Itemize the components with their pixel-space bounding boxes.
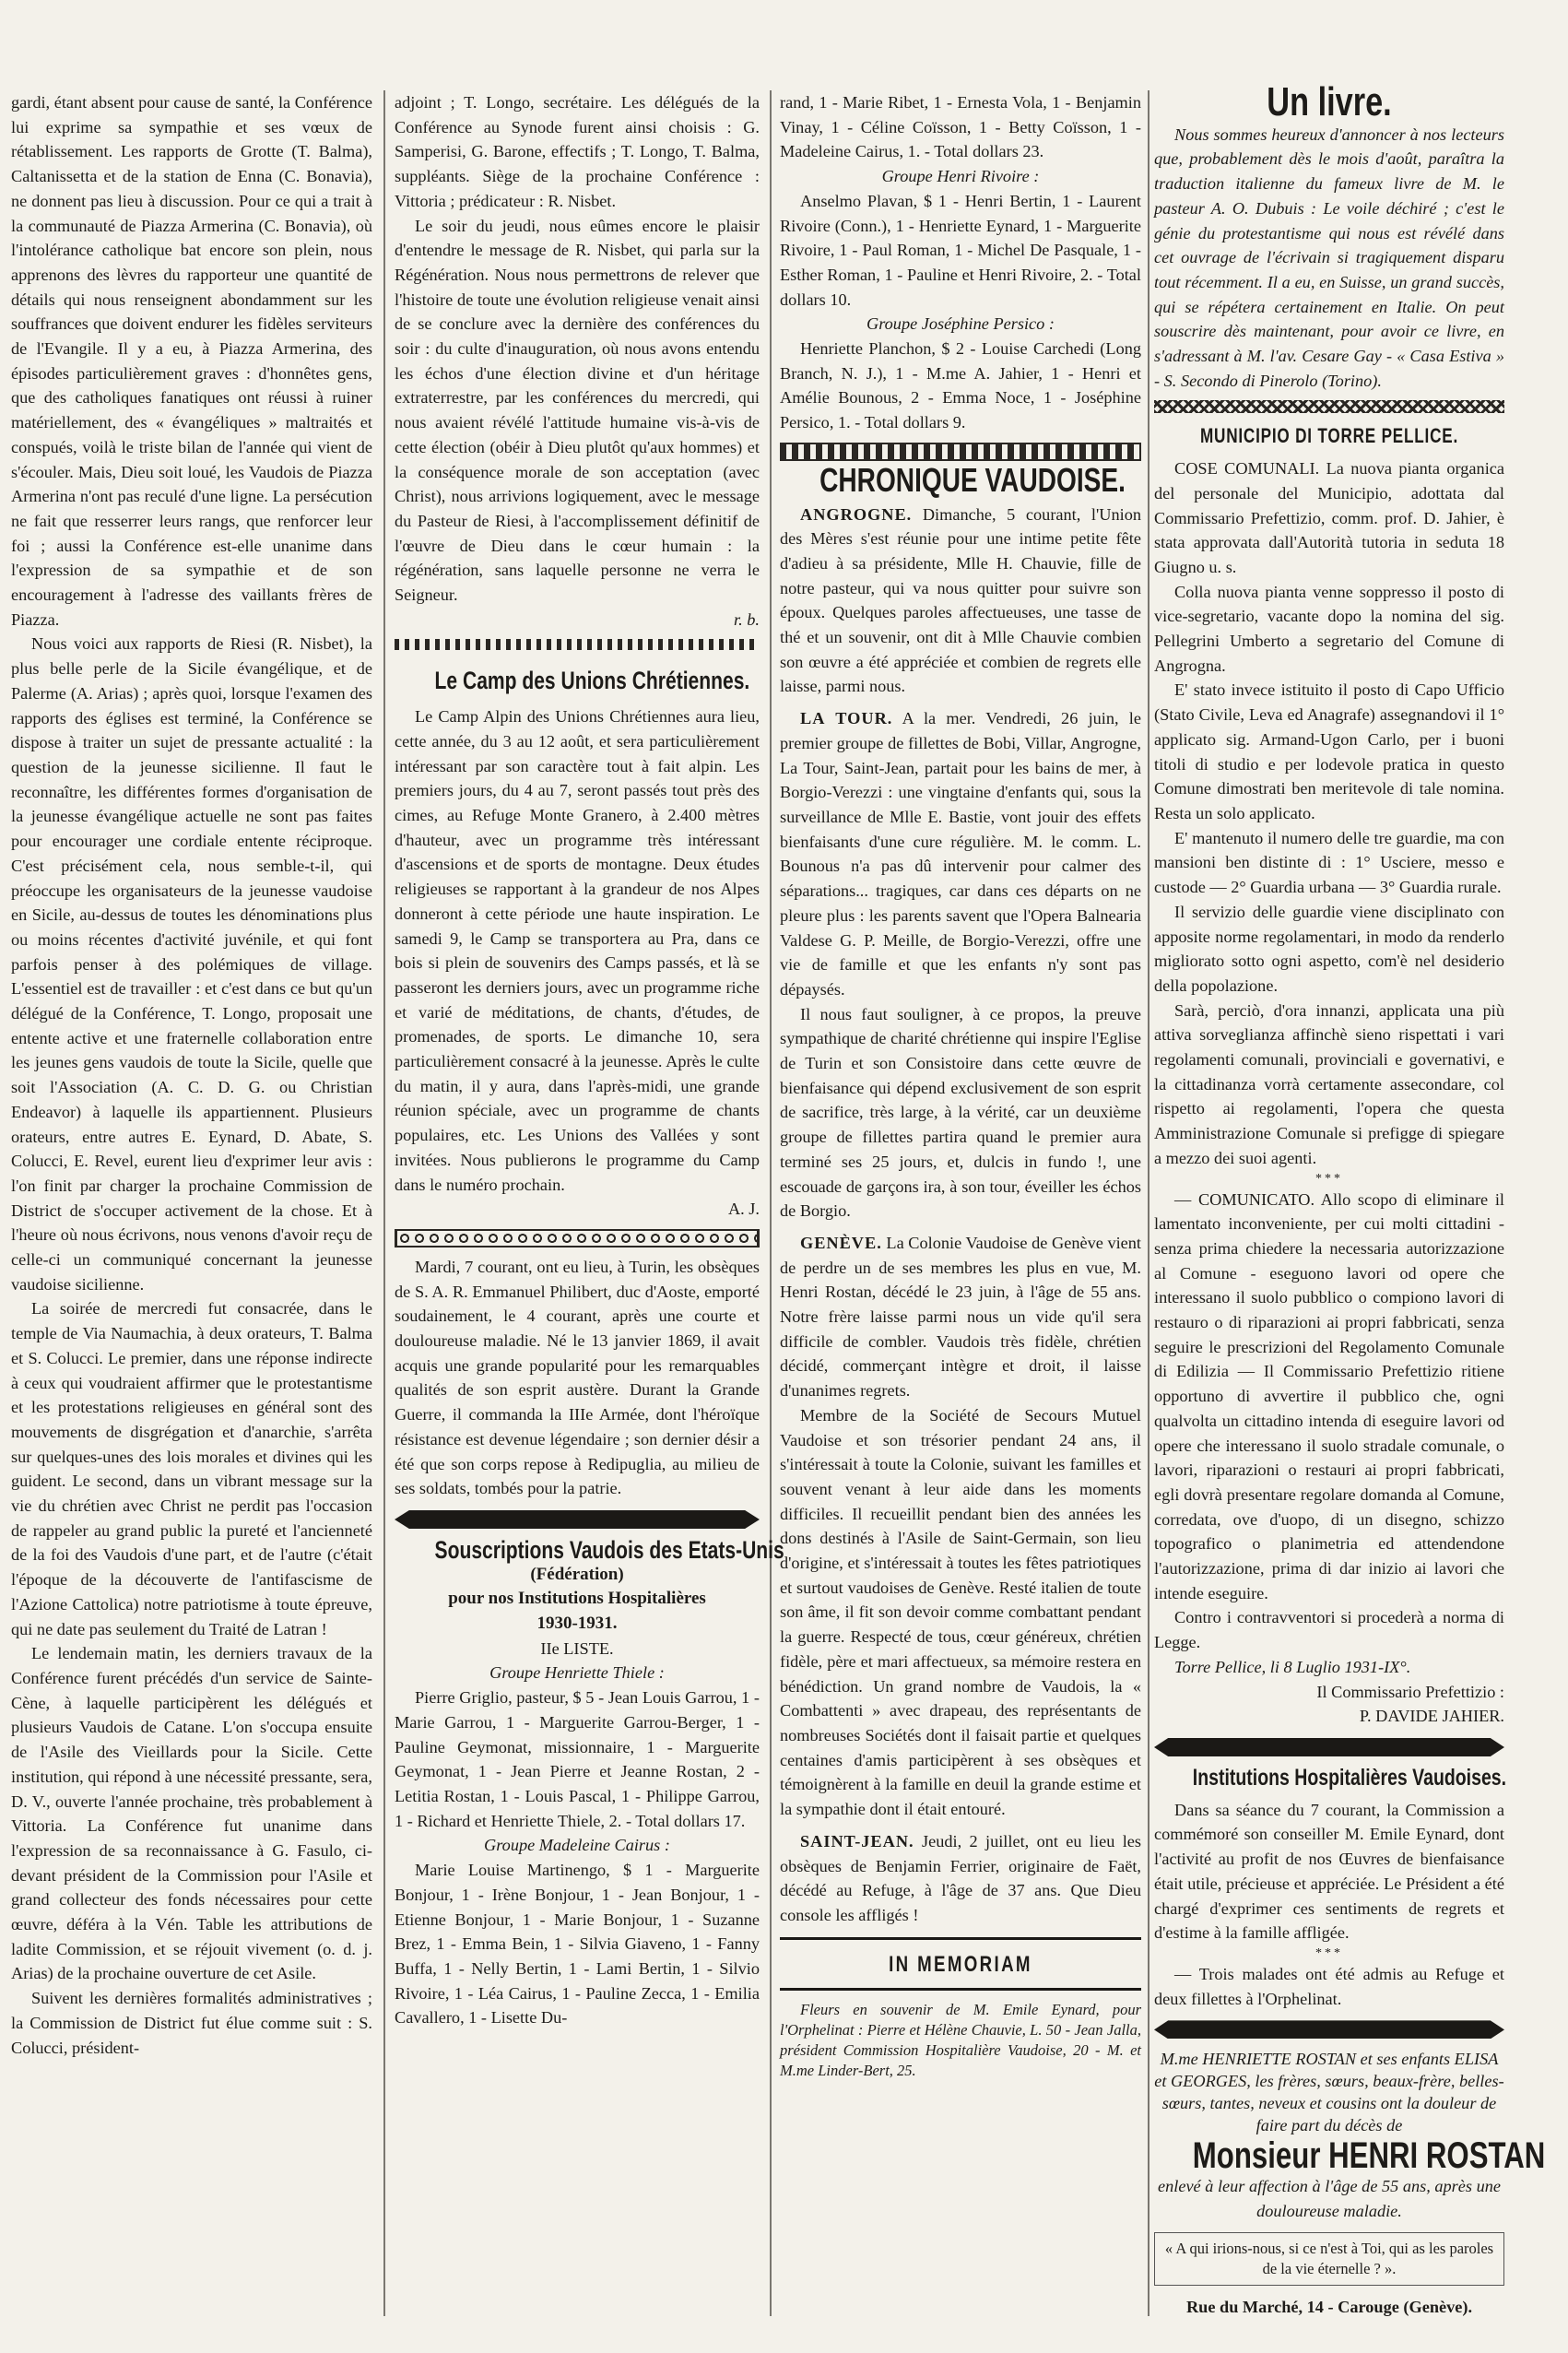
- ornamental-divider: [395, 1229, 760, 1247]
- group-title: Groupe Joséphine Persico :: [867, 314, 1055, 334]
- article-paragraph: Dans sa séance du 7 courant, la Commission a commémoré son conseiller M. Emile Eynard, dont l'activité au profit de nos Œuvres de bienfaisance était utile, précieuse et appréciée. Le Président a été chargé d'exprimer ces sentiments de regrets et d'estime à la famille affligée.: [1154, 1800, 1504, 1943]
- article-heading: Institutions Hospitalières Vaudoises.: [1192, 1765, 1507, 1791]
- column-1: [11, 90, 372, 2316]
- subheading: IIe LISTE.: [540, 1638, 614, 1658]
- dateline: Torre Pellice, li 8 Luglio 1931-IX°.: [1174, 1657, 1411, 1676]
- news-text: Jeudi, 2 juillet, ont eu lieu les obsèques de Benjamin Ferrier, originaire de Faët, décédé au Refuge, à l'âge de 37 ans. Que Dieu console les affligés !: [780, 1831, 1142, 1924]
- article-heading: MUNICIPIO DI TORRE PELLICE.: [1199, 424, 1459, 448]
- column-divider: [383, 90, 385, 2316]
- column-3: [780, 90, 1141, 2316]
- article-paragraph: Nous sommes heureux d'annoncer à nos lecteurs que, probablement dès le mois d'août, paraîtra la traduction italienne du fameux livre de M. le pasteur A. O. Dubuis : Le voile déchiré ; c'est le génie du protestantisme qui nous est révélé dans cet ouvrage de l'écrivain si tragiquement disparu tout récemment. Il a eu, en Suisse, un grand succès, qui se répétera certainement en Italie. On peut souscrire dès maintenant, pour avoir ce livre, en s'adressant à M. l'av. Cesare Gay - « Casa Estiva » - S. Secondo di Pinerolo (Torino).: [1154, 124, 1504, 390]
- article-paragraph: Contro i contravventori si procederà a norma di Legge.: [1154, 1608, 1504, 1652]
- donor-list: Anselmo Plavan, $ 1 - Henri Bertin, 1 - Laurent Rivoire (Conn.), 1 - Henriette Eynard, 1 - Marguerite Rivoire, 1 - Paul Roman, 1 - Michel De Pasquale, 1 - Esther Roman, 1 - Pauline et Henri Rivoire, 2. - Total dollars 10.: [780, 191, 1141, 309]
- memoriam-box: [780, 1937, 1141, 1992]
- article-heading: Un livre.: [1267, 79, 1392, 124]
- memoriam-text: Fleurs en souvenir de M. Emile Eynard, pour l'Orphelinat : Pierre et Hélène Chauvie, L. 50 - Jean Jalla, président Commission Hospitalière Vaudoise, 20 - M. et M.me Linder-Bert, 25.: [780, 2001, 1141, 2080]
- death-notice-subtext: enlevé à leur affection à l'âge de 55 ans, après une douloureuse maladie.: [1158, 2177, 1501, 2220]
- subheading: 1930-1931.: [536, 1614, 618, 1634]
- article-paragraph: Nous voici aux rapports de Riesi (R. Nisbet), la plus belle perle de la Sicile évangélique, et de Palerme (A. Arias) ; après quoi, lorsque l'examen des rapports des églises est terminé, la Conférence se dispose à traiter un sujet de pressante actualité : la question de la jeunesse sicilienne. Il faut le reconnaître, les différentes formes d'organisation de la jeunesse évangélique actuelle ne sont pas faites pour encourager une cordiale entente réciproque. C'est précisément cela, nous semble-t-il, qui préoccupe les organisateurs de la jeunesse vaudoise en Sicile, au-dessus de toutes les dénominations plus ou moins récentes d'activité juvénile, et qui font parfois penser à des polémiques de village. L'essentiel est de travailler : et c'est dans ce but qu'un délégué de la Conférence, T. Longo, proposait une entente active et une fraternelle collaboration entre les jeunes gens vaudois de toute la Sicile, quelle que soit l'Association (A. C. D. G. ou Christian Endeavor) à laquelle ils appartiennent. Plusieurs orateurs, entre autres E. Eynard, D. Abate, S. Colucci, E. Revel, eurent lieu d'exprimer leur avis : l'on finit par charger la prochaine Commission de District de s'occuper activement de la chose. Et à l'heure où nous écrivons, nous venons d'avoir reçu de celle-ci un communiqué concernant la jeunesse vaudoise sicilienne.: [11, 634, 372, 1294]
- asterism: ***: [1315, 1171, 1343, 1186]
- group-title: Groupe Madeleine Cairus :: [484, 1836, 670, 1855]
- news-item: [780, 1231, 1141, 1403]
- article-paragraph: Il nous faut souligner, à ce propos, la preuve sympathique de charité chrétienne qui inspire l'Eglise de Turin et son Consistoire dans cette œuvre de bienfaisance qui dépend exclusivement de son esprit de sacrifice, très large, à la vérité, car un deuxième groupe de fillettes partira quand le premier aura terminé ses 25 jours, et, dulcis in fundo !, une escouade de garçons ira, à son tour, éveiller les échos de Borgio.: [780, 1004, 1141, 1221]
- article-paragraph: Le soir du jeudi, nous eûmes encore le plaisir d'entendre le message de R. Nisbet, qui parla sur la Régénération. Nous nous permettrons de relever que l'histoire de toute une évolution religieuse venait ainsi de se conclure avec la dernière des conférences du soir : du culte d'inauguration, où nous avons entendu les échos d'une élection divine et d'un héritage extraterrestre, par les conférences du mercredi, qui nous avaient révélé l'attitude humaine vis-à-vis de cette élection (obéir à Dieu plutôt qu'aux hommes) et la conséquence morale de son acceptation (avec Christ), nous arrivions logiquement, avec le message du Pasteur de Riesi, à l'accomplissement définitif de l'œuvre de Dieu dans le cœur humain : la régénération, sans laquelle personne ne verra le Seigneur.: [395, 216, 760, 605]
- article-paragraph: Le lendemain matin, les derniers travaux de la Conférence furent précédés d'un service de Sainte-Cène, à laquelle participèrent les délégués et plusieurs Vaudois de Catane. L'on s'occupa ensuite de l'Asile des Vieillards pour la Sicile. Cette institution, qui répond à une nécessité pressante, sera, D. V., ouverte l'année prochaine, très probablement à Vittoria. La Conférence fut unanime dans l'expression de sa reconnaissance à G. Fasulo, ci-devant président de la Commission pour l'Asile et grand collecteur des fonds nécessaires pour cette œuvre, déféra à la Vén. Table les attributions de ladite Commission, et se réjouit vivement (o. d. j. Arias) de la prochaine ouverture de cet Asile.: [11, 1644, 372, 1983]
- article-paragraph: Membre de la Société de Secours Mutuel Vaudoise et son trésorier pendant 24 ans, il s'intéressait à toute la Colonie, suivant les familles et souvent venant à leur aide dans les moments difficiles. Il recueillit pendant bien des années les dons destinés à l'Asile de Saint-Germain, son lieu d'origine, et s'intéressait à toutes les fêtes patriotiques et surtout vaudoises de Genève. Resté italien de toute son âme, il fit son devoir comme combattant pendant la guerre. Respecté de tous, cœur généreux, chrétien fidèle, père et mari affectueux, sa mémoire restera en bénédiction. Un grand nombre de Vaudois, la « Combattenti » avec drapeau, des représentants de nombreuses Sociétés dont il faisait partie et quelques centaines d'amis participèrent à ses obsèques et témoignèrent à la famille en deuil la grande estime et la sympathie dont il était entouré.: [780, 1405, 1141, 1819]
- news-item: [780, 1829, 1141, 1928]
- news-text: Dimanche, 5 courant, l'Union des Mères s'est réunie pour une intime petite fête d'adieu à sa présidente, Mlle H. Chauvie, fille de notre pasteur, qui va nous quitter pour suivre son époux. Quelques paroles affectueuses, une tasse de thé et un souvenir, ont dit à Mlle Chauvie combien son œuvre a été appréciée et combien de regrets elle laisse, parmi nous.: [780, 504, 1141, 696]
- article-paragraph: gardi, étant absent pour cause de santé, la Conférence lui exprime sa sympathie et ses vœux de rétablissement. Les rapports de Grotte (T. Balma), Caltanissetta et de la station de Enna (C. Bonavia), ne donnent pas lieu à discussion. Pour ce qui a trait à la communauté de Piazza Armerina (C. Bonavia), où l'intolérance catholique bat encore son plein, nous apprenons des lèvres du rapporteur une quantité de détails qui nous renseignent abondamment sur les souffrances que doivent endurer les fidèles serviteurs de l'Evangile. Il y a eu, à Piazza Armerina, des épisodes particulièrement graves : d'honnêtes gens, que des catholiques fanatiques ont réussi à ruiner matériellement, des « évangéliques » maltraités et conspués, voilà le triste bilan de l'année qui vient de s'écouler. Mais, Dieu soit loué, les Vaudois de Piazza Armerina n'ont pas reculé d'une ligne. La persécution ne fait que resserrer leurs rangs, que renforcer leur foi ; aussi la Conférence est-elle unanime dans l'expression de sa sympathie et de son encouragement à l'adresse des vaillants frères de Piazza.: [11, 93, 372, 629]
- article-paragraph: Sarà, perciò, d'ora innanzi, applicata una più attiva sorveglianza affinchè sieno rispettati i vari regolamenti comunali, provinciali e governativi, e la cittadinanza vorrà certamente assecondare, col rispetto ai regolamenti, l'opera che questa Amministrazione Comunale si prefigge di spiegare a mezzo dei suoi agenti.: [1154, 1000, 1504, 1167]
- black-divider: [1154, 2020, 1504, 2039]
- asterism: ***: [1315, 1945, 1343, 1960]
- news-text: A la mer. Vendredi, 26 juin, le premier groupe de fillettes de Bobi, Villar, Angrogne, La Tour, Saint-Jean, partait pour les bains de mer, à Borgio-Verezzi : une vingtaine d'enfants qui, sous la surveillance de Mlle E. Bastie, vont jouir des effets bienfaisants d'une cure régulière. M. le comm. L. Bounous n'a pas dû intervenir pour calmer des séparations... tragiques, car dans ces départs on ne pleure plus : les parents savent que l'Opera Balnearia Valdese G. P. Meille, de Borgio-Verezzi, offre une vie de famille et que les enfants n'y sont pas dépaysés.: [780, 709, 1141, 999]
- black-divider: [395, 1510, 760, 1529]
- article-heading: Souscriptions Vaudois des Etats-Unis: [434, 1535, 784, 1564]
- place-name: SAINT-JEAN.: [800, 1831, 914, 1850]
- news-text: La Colonie Vaudoise de Genève vient de perdre un de ses membres les plus en vue, M. Henri Rostan, décédé le 23 juin, à l'âge de 55 ans. Notre frère laisse parmi nous un vide qu'il sera difficile de combler. Vaudois très fidèle, chrétien décidé, commerçant intègre et droit, il laisse d'unanimes regrets.: [780, 1233, 1141, 1401]
- ornamental-divider: [395, 639, 760, 650]
- article-paragraph: — COMUNICATO. Allo scopo di eliminare il lamentato inconveniente, per cui molti cittadini - senza prima chiedere la necessaria autorizzazione al Comune - eseguono lavori od opere che interessano il suolo pubblico o compiono lavori di restauro o di riparazioni ai propri fabbricati, senza seguire le prescrizioni del Regolamento Comunale di Edilizia — Il Commissario Prefettizio ritiene opportuno di avvertire il pubblico che, ogni qualvolta un cittadino intenda di eseguire lavori od opere che interessano il suolo stradale comunale, o lavori, riparazioni o restauri ai propri fabbricati, egli dovrà presentare regolare domanda al Comune, corredata, ove d'uopo, di un disegno, schizzo topografico o planimetria ed attendendone l'autorizzazione, prima di dar inizio ai lavori che intende eseguire.: [1154, 1189, 1504, 1602]
- signature: P. DAVIDE JAHIER.: [1359, 1707, 1504, 1726]
- article-heading: Le Camp des Unions Chrétiennes.: [434, 667, 750, 695]
- article-paragraph: E' mantenuto il numero delle tre guardie, ma con mansioni ben distinte di : 1° Usciere, messo e custode — 2° Guardia urbana — 3° Guardia rurale.: [1154, 828, 1504, 897]
- column-divider: [1148, 90, 1149, 2316]
- place-name: LA TOUR.: [800, 709, 893, 728]
- article-paragraph: E' stato invece istituito il posto di Capo Ufficio (Stato Civile, Leva ed Anagrafe) assegnandovi il 1° applicato sig. Armand-Ugon Carlo, per i buoni titoli di studio e per lodevole pratica in questo Comune dimostrati ben meritevole di tale nomina. Resta un solo applicato.: [1154, 680, 1504, 822]
- place-name: ANGROGNE.: [800, 504, 913, 524]
- article-paragraph: Le Camp Alpin des Unions Chrétiennes aura lieu, cette année, du 3 au 12 août, et sera particulièrement intéressant par son caractère tout à fait alpin. Les premiers jours, du 4 au 7, seront passés tout près des cimes, au Refuge Monte Granero, à 2.400 mètres d'hauteur, avec un programme très intéressant d'ascensions et de sports de montagne. Deux études religieuses se rapportant à la grandeur de nos Alpes donneront à cette période une haute inspiration. Le samedi 9, le Camp se transportera au Pra, dans ce bois si plein de souvenirs des Camps passés, et là se passeront les derniers jours, avec un programme riche et varié de méditations, de chants, d'études, de promenades, de sports. Le dimanche 10, sera particulièrement consacré à la jeunesse. Après le culte du matin, il y aura, dans l'après-midi, une grande réunion spéciale, avec un programme de chants populaires, etc. Les Unions des Vallées y sont invitées. Nous publierons le programme du Camp dans le numéro prochain.: [395, 707, 760, 1194]
- group-title: Groupe Henriette Thiele :: [489, 1663, 665, 1683]
- article-paragraph: La soirée de mercredi fut consacrée, dans le temple de Via Naumachia, à deux orateurs, T. Balma et S. Colucci. Le premier, dans une réponse indirecte à ceux qui voudraient affirmer que le protestantisme et les protestations religieuses en général sont des mouvements de disgrégation et d'anarchie, s'arrêta sur quelques-unes des lois morales et divines qui les guident. Le second, dans un vibrant message sur la vie du chrétien avec Christ ne perdit pas l'occasion de rappeler au grand public la pureté et l'ancienneté de la foi des Vaudois d'une part, et de l'autre (c'était l'époque de la découverte de l'antifascisme de l'Azione Cattolica) notre patriotisme à toute épreuve, qui ne date pas seulement du Traité de Latran !: [11, 1299, 372, 1638]
- column-divider: [770, 90, 772, 2316]
- black-divider: [1154, 1738, 1504, 1756]
- author-signature: A. J.: [727, 1200, 760, 1219]
- article-paragraph: adjoint ; T. Longo, secrétaire. Les délégués de la Conférence au Synode furent ainsi choisis : G. Samperisi, G. Barone, effectifs ; T. Longo, T. Balma, suppléants. Siège de la prochaine Conférence : Vittoria ; prédicateur : R. Nisbet.: [395, 93, 760, 210]
- donor-list: Henriette Planchon, $ 2 - Louise Carchedi (Long Branch, N. J.), 1 - M.me A. Jahier, 1 - Henri et Amélie Bounous, 2 - Emma Noce, 1 - Joséphine Persico, 1. - Total dollars 9.: [780, 339, 1141, 432]
- section-heading: CHRONIQUE VAUDOISE.: [819, 460, 1126, 499]
- article-paragraph: Il servizio delle guardie viene disciplinato con apposite norme regolamentari, in modo da renderlo migliorato sotto ogni aspetto, com'è nel desiderio della popolazione.: [1154, 902, 1504, 995]
- article-paragraph: Colla nuova pianta venne soppresso il posto di vice-segretario, vacante dopo la nomina del sig. Pellegrini Umberto a segretario del Comune di Angrogna.: [1154, 582, 1504, 675]
- quote-box: [1154, 2232, 1504, 2286]
- news-item: [780, 503, 1141, 700]
- quote-text: « A qui irions-nous, si ce n'est à Toi, qui as les paroles de la vie éternelle ? ».: [1164, 2240, 1494, 2278]
- death-notice-name: Monsieur HENRI ROSTAN: [1192, 2135, 1546, 2177]
- signature: Il Commissario Prefettizio :: [1316, 1682, 1504, 1701]
- article-paragraph: Suivent les dernières formalités administratives ; la Commission de District fut élue comme suit : S. Colucci, président-: [11, 1989, 372, 2057]
- article-paragraph: COSE COMUNALI. La nuova pianta organica del personale del Municipio, adottata dal Commissario Prefettizio, comm. prof. D. Jahier, è stata approvata dall'Autorità tutoria in seduta 18 Giugno u. s.: [1154, 459, 1504, 576]
- place-name: GENÈVE.: [800, 1233, 882, 1252]
- author-signature: r. b.: [734, 609, 760, 629]
- column-4: [1154, 79, 1546, 2317]
- group-title: Groupe Henri Rivoire :: [881, 167, 1040, 186]
- subheading: pour nos Institutions Hospitalières: [448, 1589, 706, 1609]
- article-paragraph: Mardi, 7 courant, ont eu lieu, à Turin, les obsèques de S. A. R. Emmanuel Philibert, duc d'Aoste, emporté soudainement, le 4 courant, après une courte et douloureuse maladie. Né le 13 janvier 1869, il avait acquis une grande popularité pour les remarquables qualités de son esprit austère. Durant la Grande Guerre, il commanda la IIIe Armée, dont l'héroïque résistance est devenue légendaire ; son dernier désir a été que son corps repose à Redipuglia, au milieu de ses soldats, tombés pour la patrie.: [395, 1257, 760, 1498]
- section-heading: IN MEMORIAM: [889, 1951, 1032, 1977]
- ornamental-divider: [1154, 400, 1504, 413]
- death-notice-text: M.me HENRIETTE ROSTAN et ses enfants ELISA et GEORGES, les frères, sœurs, beaux-frère, belles-sœurs, tantes, neveux et cousins ont la douleur de faire part du décès de: [1154, 2050, 1504, 2135]
- donor-list: Pierre Griglio, pasteur, $ 5 - Jean Louis Garrou, 1 - Marie Garrou, 1 - Marguerite Garrou-Berger, 1 - Pauline Geymonat, missionnaire, 1 - Marguerite Geymonat, 1 - Jean Pierre et Jeanne Rostan, 2 - Letitia Rostan, 1 - Louis Pascal, 1 - Philippe Garrou, 1 - Richard et Henriette Thiele, 2. - Total dollars 17.: [395, 1688, 760, 1830]
- donor-list: rand, 1 - Marie Ribet, 1 - Ernesta Vola, 1 - Benjamin Vinay, 1 - Céline Coïsson, 1 - Betty Coïsson, 1 - Madeleine Cairus, 1. - Total dollars 23.: [780, 93, 1141, 161]
- news-item: [780, 706, 1141, 1001]
- column-2: [395, 90, 784, 2316]
- subheading: (Fédération): [530, 1564, 624, 1584]
- donor-list: Marie Louise Martinengo, $ 1 - Marguerite Bonjour, 1 - Irène Bonjour, 1 - Jean Bonjour, 1 - Etienne Bonjour, 1 - Marie Bonjour, 1 - Suzanne Brez, 1 - Emma Bein, 1 - Silvia Giaveno, 1 - Fanny Buffa, 1 - Nelly Bertin, 1 - Lami Bertin, 1 - Silvio Rivoire, 1 - Léa Cairus, 1 - Pauline Zecca, 1 - Emilia Cavallero, 1 - Lisette Du-: [395, 1861, 760, 2028]
- ornamental-divider: [780, 443, 1141, 461]
- article-paragraph: — Trois malades ont été admis au Refuge et deux fillettes à l'Orphelinat.: [1154, 1964, 1504, 2008]
- address: Rue du Marché, 14 - Carouge (Genève).: [1185, 2298, 1473, 2317]
